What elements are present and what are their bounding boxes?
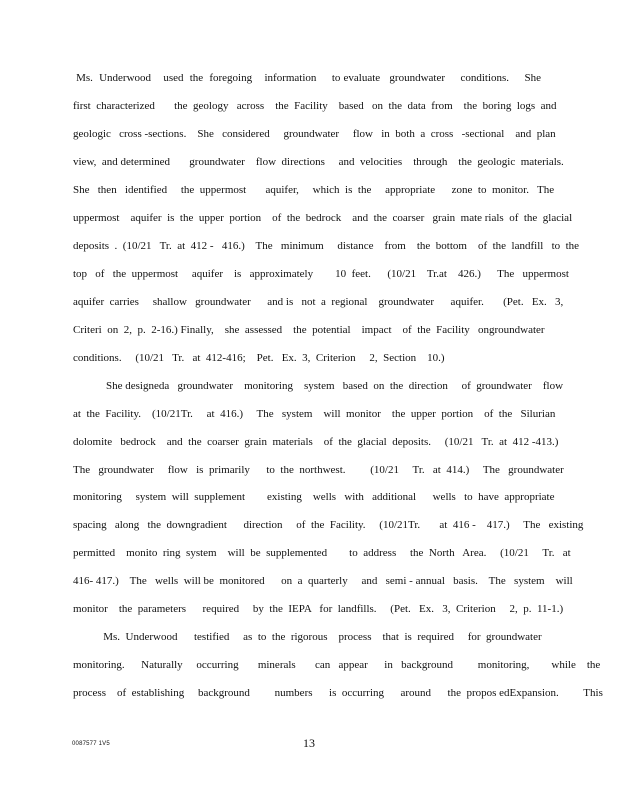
paragraph-2-line: monitoring system will supplement existing wells with additional wells to have appropriate [73,491,555,503]
paragraph-2-line: at the Facility. (10/21Tr. at 416.) The system will monitor the upper portion of the Silurian [73,408,556,420]
paragraph-3-line: monitoring. Naturally occurring minerals can appear in background monitoring, while the [73,659,601,671]
paragraph-1-line: top of the uppermost aquifer is approximately 10 feet. (10/21 Tr.at 426.) The uppermost [73,268,569,280]
paragraph-2-line: The groundwater flow is primarily to the northwest. (10/21 Tr. at 414.) The groundwater [73,464,564,476]
paragraph-1-line: aquifer carries shallow groundwater and is not a regional groundwater aquifer. (Pet. Ex. 3, [73,296,564,308]
paragraph-1-line: Ms. Underwood used the foregoing information to evaluate groundwater conditions. She [73,72,541,84]
paragraph-2-line: monitor the parameters required by the IEPA for landfills. (Pet. Ex. 3, Criterion 2, p. 11-1.) [73,603,564,615]
paragraph-2-line: permitted monito ring system will be supplemented to address the North Area. (10/21 Tr. at [73,547,571,559]
paragraph-1-line: She then identified the uppermost aquifer, which is the appropriate zone to monitor. The [73,184,555,196]
page-number: 13 [303,736,315,750]
paragraph-1-line: conditions. (10/21 Tr. at 412-416; Pet. Ex. 3, Criterion 2, Section 10.) [73,352,445,364]
paragraph-3-line: Ms. Underwood testified as to the rigorous process that is required for groundwater [73,631,542,643]
paragraph-2-line: dolomite bedrock and the coarser grain materials of the glacial deposits. (10/21 Tr. at 412 -413.) [73,436,559,448]
paragraph-1-line: first characterized the geology across the Facility based on the data from the boring logs and [73,100,557,112]
document-id: 0087577 1V5 [72,741,110,747]
paragraph-1-line: deposits . (10/21 Tr. at 412 - 416.) The minimum distance from the bottom of the landfill to the [73,240,580,252]
paragraph-1-line: geologic cross -sections. She considered groundwater flow in both a cross -sectional and plan [73,128,556,140]
paragraph-2-line: spacing along the downgradient direction of the Facility. (10/21Tr. at 416 - 417.) The existing [73,519,584,531]
paragraph-2-line: She designeda groundwater monitoring system based on the direction of groundwater flow [73,380,564,392]
paragraph-1-line: Criteri on 2, p. 2-16.) Finally, she assessed the potential impact of the Facility ongroundwater [73,324,545,336]
paragraph-1-line: uppermost aquifer is the upper portion of the bedrock and the coarser grain mate rials of the glacial [73,212,573,224]
paragraph-2-line: 416- 417.) The wells will be monitored on a quarterly and semi - annual basis. The system will [73,575,573,587]
paragraph-3-line: process of establishing background numbers is occurring around the propos edExpansion. This [73,687,603,699]
paragraph-1-line: view, and determined groundwater flow directions and velocities through the geologic materials. [73,156,564,168]
